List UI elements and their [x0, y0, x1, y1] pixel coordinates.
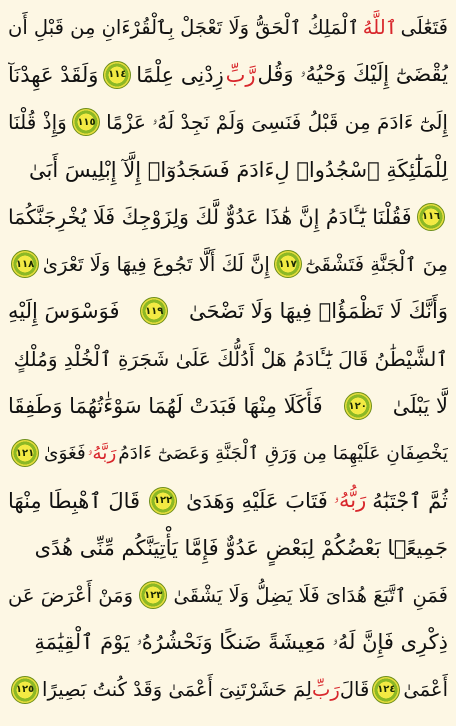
verse-text: وَلَقَدْ عَهِدْنَآ: [8, 62, 99, 87]
ayah-number-marker: ١٢٥: [11, 676, 39, 704]
verse-text: ذِكْرِى فَإِنَّ لَهُۥ مَعِيشَةً ضَنكًا وَنَحْشُرُهُۥ يَوْمَ ٱلْقِيَٰمَةِ: [34, 630, 448, 654]
text-line: [8, 382, 448, 429]
verse-text: إِنَّ لَكَ أَلَّا تَجُوعَ فِيهَا وَلَا تَعْرَىٰ: [42, 252, 270, 276]
verse-text: ثُمَّ ٱجْتَبَٰهُ: [372, 488, 448, 513]
verse-text: يُقْضَىٰٓ إِلَيْكَ وَحْيُهُۥ وَقُل: [257, 62, 448, 87]
ayah-number-marker: ١٢٣: [139, 581, 167, 609]
text-line: [8, 477, 448, 524]
verse-text: أَعْمَىٰ: [403, 678, 448, 702]
text-line: [8, 288, 448, 335]
text-line: [8, 619, 448, 666]
verse-text: فَغَوَىٰ: [43, 442, 86, 464]
ayah-number-marker: ١٢١: [11, 439, 39, 467]
text-line: [8, 240, 448, 287]
text-line: [8, 51, 448, 98]
text-line: [8, 666, 448, 713]
text-line: [8, 4, 448, 51]
text-line: [8, 99, 448, 146]
verse-text: فَأَكَلَا مِنْهَا فَبَدَتْ لَهُمَا سَوْءَٰتُهُمَا وَطَفِقَا: [8, 394, 323, 419]
text-line: [8, 524, 448, 571]
verse-text: لِلْمَلَٰٓئِكَةِ ٱسْجُدُوا۟ لِءَادَمَ فَسَجَدُوٓا۟ إِلَّآ إِبْلِيسَ أَبَىٰ: [28, 157, 448, 182]
verse-text: فَمَنِ ٱتَّبَعَ هُدَاىَ فَلَا يَضِلُّ وَلَا يَشْقَىٰ: [173, 583, 448, 607]
divine-name-text: رَبِّ: [312, 678, 340, 702]
verse-text: ٱلشَّيْطَٰنُ قَالَ يَٰٓـَٔادَمُ هَلْ أَدُلُّكَ عَلَىٰ شَجَرَةِ ٱلْخُلْدِ وَمُلْكٍ: [13, 346, 448, 371]
verse-text: لِمَ حَشَرْتَنِىٓ أَعْمَىٰ وَقَدْ كُنتُ بَصِيرًا: [42, 678, 312, 702]
divine-name-text: رَّبِّ: [225, 62, 256, 87]
divine-name-text: رَبَّهُۥ: [87, 442, 117, 464]
ayah-number-marker: ١١٨: [11, 250, 39, 278]
verse-text: زِدْنِى عِلْمًا: [136, 62, 224, 87]
verse-text: لَّا يَبْلَىٰ: [392, 394, 448, 419]
text-line: [8, 335, 448, 382]
ayah-number-marker: ١٢٠: [344, 392, 372, 420]
text-line: [8, 430, 448, 477]
text-line: [8, 572, 448, 619]
ayah-number-marker: ١١٦: [417, 203, 445, 231]
verse-text: فَوَسْوَسَ إِلَيْهِ: [8, 299, 120, 324]
verse-text: فَتَعَٰلَى: [400, 16, 448, 40]
ayah-number-marker: ١١٧: [274, 250, 302, 278]
verse-text: وَمَنْ أَعْرَضَ عَن: [8, 583, 133, 607]
verse-text: جَمِيعًۢا بَعْضُكُمْ لِبَعْضٍ عَدُوٌّ فَإِمَّا يَأْتِيَنَّكُم مِّنِّى هُدًى: [34, 535, 448, 560]
ayah-number-marker: ١١٩: [140, 297, 168, 325]
divine-name-text: ٱللَّهُ: [362, 16, 398, 40]
ayah-number-marker: ١٢٢: [149, 487, 177, 515]
verse-text: يَخْصِفَانِ عَلَيْهِمَا مِن وَرَقِ ٱلْجَنَّةِ وَعَصَىٰٓ ءَادَمُ: [118, 442, 448, 464]
verse-text: مِنَ ٱلْجَنَّةِ فَتَشْقَىٰٓ: [305, 252, 448, 276]
verse-text: قَالَ: [339, 678, 370, 702]
verse-text: فَتَابَ عَلَيْهِ وَهَدَىٰ: [186, 488, 328, 513]
verse-text: قَالَ ٱهْبِطَا مِنْهَا: [8, 488, 141, 513]
verse-text: وَأَنَّكَ لَا تَظْمَؤُا۟ فِيهَا وَلَا تَضْحَىٰ: [188, 299, 448, 324]
text-line: [8, 193, 448, 240]
verse-text: وَإِذْ قُلْنَا: [8, 110, 67, 135]
verse-text: إِلَىٰٓ ءَادَمَ مِن قَبْلُ فَنَسِىَ وَلَمْ نَجِدْ لَهُۥ عَزْمًا: [106, 110, 448, 135]
ayah-number-marker: ١٢٤: [372, 676, 400, 704]
verse-text: فَقُلْنَا يَٰٓـَٔادَمُ إِنَّ هَٰذَا عَدُوٌّ لَّكَ وَلِزَوْجِكَ فَلَا يُخْرِجَنَّكُمَا: [8, 204, 412, 229]
verse-text: ٱلْمَلِكُ ٱلْحَقُّ وَلَا تَعْجَلْ بِٱلْقُرْءَانِ مِن قَبْلِ أَن: [8, 16, 360, 40]
divine-name-text: رَبُّهُۥ: [333, 488, 367, 513]
ayah-number-marker: ١١٥: [72, 108, 100, 136]
text-line: [8, 146, 448, 193]
ayah-number-marker: ١١٤: [103, 61, 131, 89]
